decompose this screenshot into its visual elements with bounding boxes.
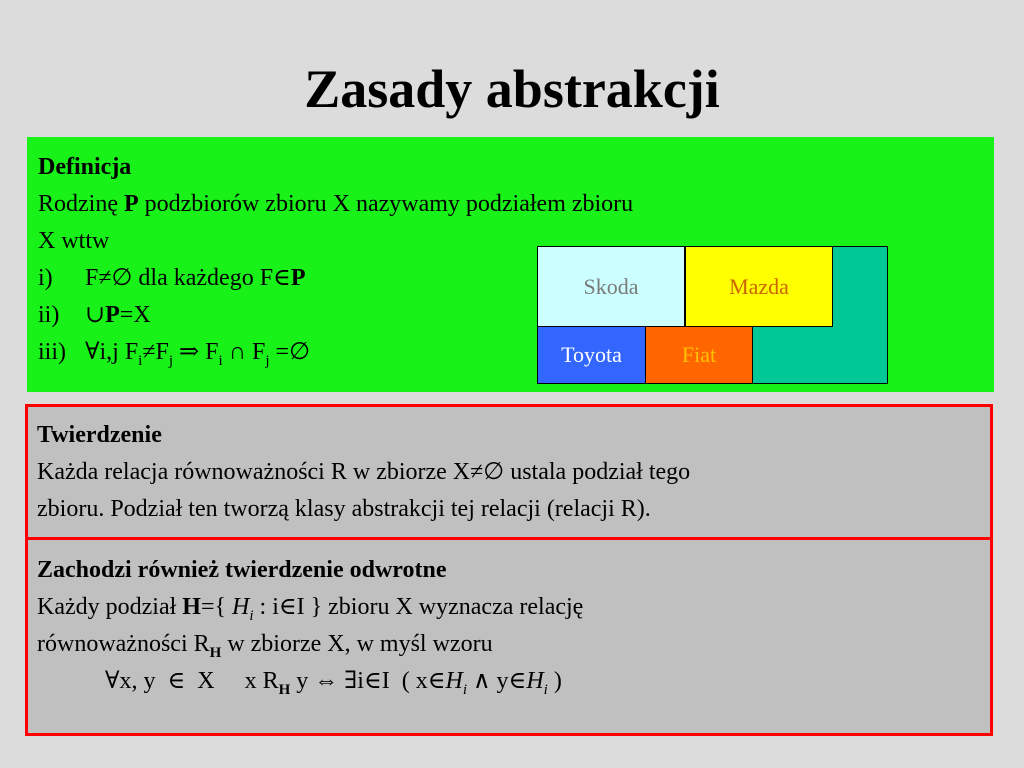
condition-text: =X <box>119 302 151 328</box>
condition-text: ⇒ F <box>173 339 219 365</box>
subscript: i <box>249 607 254 624</box>
condition-text: =∅ <box>269 339 310 365</box>
definition-heading: Definicja <box>38 154 132 180</box>
converse-text: Każdy podział <box>37 594 183 620</box>
definition-line-1 <box>38 186 984 223</box>
family-symbol: P <box>290 265 306 291</box>
class-symbol: H <box>445 668 463 694</box>
converse-text: równoważności R <box>37 631 210 657</box>
partition-cell-mazda: Mazda <box>685 246 833 327</box>
converse-text: w zbiorze X, w myśl wzoru <box>221 631 493 657</box>
converse-text: : i∈I } zbioru X wyznacza relację <box>253 594 584 620</box>
partition-cell-skoda: Skoda <box>537 246 685 327</box>
subscript: i <box>138 352 143 369</box>
subscript: j <box>168 352 174 369</box>
definition-line-2: X wttw <box>38 228 110 254</box>
converse-line-2 <box>37 626 980 663</box>
subscript: H <box>209 644 222 661</box>
subscript: i <box>218 352 223 369</box>
formula-text: ∀x, y ∈ X x R <box>105 668 279 694</box>
subscript: i <box>543 681 548 698</box>
formula-text: ∧ y∈ <box>466 668 527 694</box>
family-symbol: P <box>123 191 139 217</box>
converse-text: ={ <box>200 594 233 620</box>
condition-text: ≠F <box>142 339 169 365</box>
definition-text: podzbiorów zbioru X nazywamy podziałem zbioru <box>138 191 634 217</box>
subscript: j <box>265 352 270 369</box>
definition-text: Rodzinę <box>38 191 124 217</box>
class-symbol: H <box>526 668 544 694</box>
converse-line-1 <box>37 589 980 626</box>
subscript: i <box>462 681 467 698</box>
relation-formula <box>37 663 980 700</box>
theorem-box <box>25 404 993 540</box>
converse-heading: Zachodzi również twierdzenie odwrotne <box>37 557 447 583</box>
condition-label: ii) <box>38 302 60 328</box>
partition-symbol: H <box>182 594 201 620</box>
formula-text: ) <box>547 668 562 694</box>
family-symbol: P <box>105 302 120 328</box>
condition-text: ∀i,j F <box>85 339 139 365</box>
formula-text: y ⇔ ∃i∈I ( x∈ <box>290 668 446 694</box>
partition-cell-fiat: Fiat <box>645 326 753 384</box>
condition-text: F≠∅ dla każdego F∈ <box>85 265 291 291</box>
converse-box <box>25 537 993 736</box>
class-symbol: H <box>232 594 250 620</box>
theorem-line-1: Każda relacja równoważności R w zbiorze X≠∅ ustala podział tego <box>37 459 691 485</box>
condition-text: ∩ F <box>222 339 266 365</box>
theorem-heading: Twierdzenie <box>37 422 162 448</box>
partition-cell-toyota: Toyota <box>537 326 646 384</box>
condition-label: i) <box>38 265 53 291</box>
condition-text: ∪ <box>85 302 106 328</box>
subscript: H <box>278 681 291 698</box>
slide-title: Zasady abstrakcji <box>304 59 720 119</box>
condition-label: iii) <box>38 339 66 365</box>
theorem-line-2: zbioru. Podział ten tworzą klasy abstrakcji tej relacji (relacji R). <box>37 496 651 522</box>
